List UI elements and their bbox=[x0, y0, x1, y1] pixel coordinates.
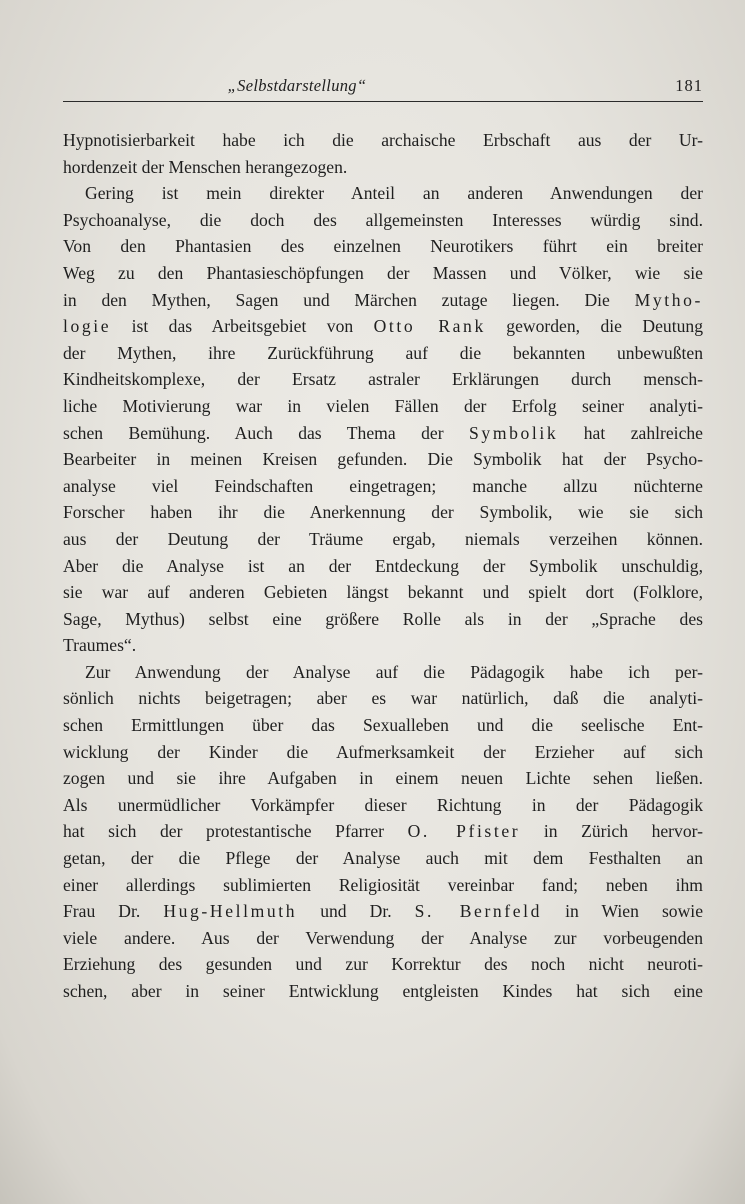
text-segment: einer allerdings sublimierten Religiosität vereinbar fand; neben ihm bbox=[63, 874, 703, 895]
text-line bbox=[63, 898, 703, 925]
text-line bbox=[63, 420, 703, 447]
text-segment: Psychoanalyse, die doch des allgemeinsten Interesses würdig sind. bbox=[63, 209, 703, 230]
text-line bbox=[63, 978, 703, 1005]
text-line bbox=[63, 606, 703, 633]
text-segment: in den Mythen, Sagen und Märchen zutage liegen. Die bbox=[63, 289, 635, 310]
text-segment: Von den Phantasien des einzelnen Neurotikers führt ein breiter bbox=[63, 236, 703, 257]
text-segment: geworden, die Deutung bbox=[485, 316, 703, 337]
text-segment: schen Ermittlungen über das Sexualleben und die seelische Ent- bbox=[63, 715, 703, 736]
text-segment: Erziehung des gesunden und zur Korrektur des noch nicht neuroti- bbox=[63, 954, 703, 975]
text-segment: und Dr. bbox=[297, 901, 415, 922]
text-segment: Aber die Analyse ist an der Entdeckung der Symbolik unschuldig, bbox=[63, 555, 703, 576]
text-segment: liche Motivierung war in vielen Fällen der Erfolg seiner analyti- bbox=[63, 395, 703, 416]
text-segment: hat sich der protestantische Pfarrer bbox=[63, 821, 408, 842]
text-segment: analyse viel Feindschaften eingetragen; manche allzu nüchterne bbox=[63, 475, 703, 496]
text-line bbox=[63, 127, 703, 154]
text-line bbox=[63, 765, 703, 792]
text-line bbox=[63, 526, 703, 553]
text-segment: Zur Anwendung der Analyse auf die Pädagogik habe ich per- bbox=[85, 661, 703, 682]
text-line bbox=[63, 499, 703, 526]
emphasized-name: Otto Rank bbox=[373, 316, 486, 337]
text-line bbox=[63, 553, 703, 580]
text-segment: Als unermüdlicher Vorkämpfer dieser Richtung in der Pädagogik bbox=[63, 794, 703, 815]
running-title: „Selbstdarstellung“ bbox=[227, 76, 367, 95]
text-line bbox=[63, 180, 703, 207]
text-line bbox=[63, 818, 703, 845]
emphasized-name: S. Bernfeld bbox=[414, 901, 543, 922]
text-segment: schen, aber in seiner Entwicklung entgleisten Kindes hat sich eine bbox=[63, 981, 703, 1001]
text-line bbox=[63, 393, 703, 420]
text-segment: in Zürich hervor- bbox=[520, 821, 703, 842]
emphasized-name: O. Pfister bbox=[407, 821, 521, 842]
text-line bbox=[63, 233, 703, 260]
page-number: 181 bbox=[675, 76, 703, 95]
emphasized-name: Mytho- bbox=[634, 289, 703, 310]
text-line bbox=[63, 925, 703, 952]
text-line bbox=[63, 872, 703, 899]
text-line bbox=[63, 951, 703, 978]
page-header bbox=[63, 76, 703, 102]
text-line bbox=[63, 632, 703, 659]
text-segment: Kindheitskomplexe, der Ersatz astraler Erklärungen durch mensch- bbox=[63, 369, 703, 390]
text-segment: Hypnotisierbarkeit habe ich die archaische Erbschaft aus der Ur- bbox=[63, 130, 703, 150]
text-segment: sönlich nichts beigetragen; aber es war natürlich, daß die analyti- bbox=[63, 688, 703, 709]
text-segment: zogen und sie ihre Aufgaben in einem neuen Lichte sehen ließen. bbox=[63, 768, 703, 789]
text-line bbox=[63, 287, 703, 314]
text-segment: schen Bemühung. Auch das Thema der bbox=[63, 422, 470, 443]
text-segment: Sage, Mythus) selbst eine größere Rolle als in der „Sprache des bbox=[63, 608, 703, 629]
text-segment: aus der Deutung der Träume ergab, niemals verzeihen können. bbox=[63, 528, 703, 549]
text-segment: in Wien sowie bbox=[542, 901, 703, 922]
text-line bbox=[63, 659, 703, 686]
text-segment: Bearbeiter in meinen Kreisen gefunden. Die Symbolik hat der Psycho- bbox=[63, 449, 703, 470]
text-line bbox=[63, 579, 703, 606]
emphasized-name: logie bbox=[63, 316, 112, 337]
text-segment: der Mythen, ihre Zurückführung auf die bekannten unbewußten bbox=[63, 342, 703, 363]
text-line bbox=[63, 792, 703, 819]
text-segment: Frau Dr. bbox=[63, 901, 164, 922]
text-segment: wicklung der Kinder die Aufmerksamkeit der Erzieher auf sich bbox=[63, 741, 703, 762]
text-segment: viele andere. Aus der Verwendung der Analyse zur vorbeugenden bbox=[63, 927, 703, 948]
text-segment: hordenzeit der Menschen herangezogen. bbox=[63, 156, 348, 177]
emphasized-name: Symbolik bbox=[469, 422, 559, 443]
emphasized-name: Hug-Hellmuth bbox=[163, 901, 298, 922]
text-line bbox=[63, 340, 703, 367]
text-line bbox=[63, 685, 703, 712]
text-line bbox=[63, 446, 703, 473]
text-segment: hat zahlreiche bbox=[558, 422, 703, 443]
text-line bbox=[63, 366, 703, 393]
text-segment: Forscher haben ihr die Anerkennung der Symbolik, wie sie sich bbox=[63, 502, 703, 523]
text-line bbox=[63, 207, 703, 234]
text-line bbox=[63, 845, 703, 872]
text-line bbox=[63, 712, 703, 739]
text-line bbox=[63, 473, 703, 500]
text-line bbox=[63, 313, 703, 340]
page-body bbox=[63, 127, 703, 1005]
text-segment: Weg zu den Phantasieschöpfungen der Massen und Völker, wie sie bbox=[63, 262, 703, 283]
text-segment: Gering ist mein direkter Anteil an anderen Anwendungen der bbox=[85, 183, 703, 204]
text-segment: Traumes“. bbox=[63, 635, 137, 656]
text-segment: ist das Arbeitsgebiet von bbox=[111, 316, 374, 337]
text-segment: sie war auf anderen Gebieten längst bekannt und spielt dort (Folklore, bbox=[63, 582, 703, 603]
text-line bbox=[63, 154, 703, 181]
text-line bbox=[63, 260, 703, 287]
text-segment: getan, der die Pflege der Analyse auch mit dem Festhalten an bbox=[63, 848, 703, 869]
text-line bbox=[63, 739, 703, 766]
